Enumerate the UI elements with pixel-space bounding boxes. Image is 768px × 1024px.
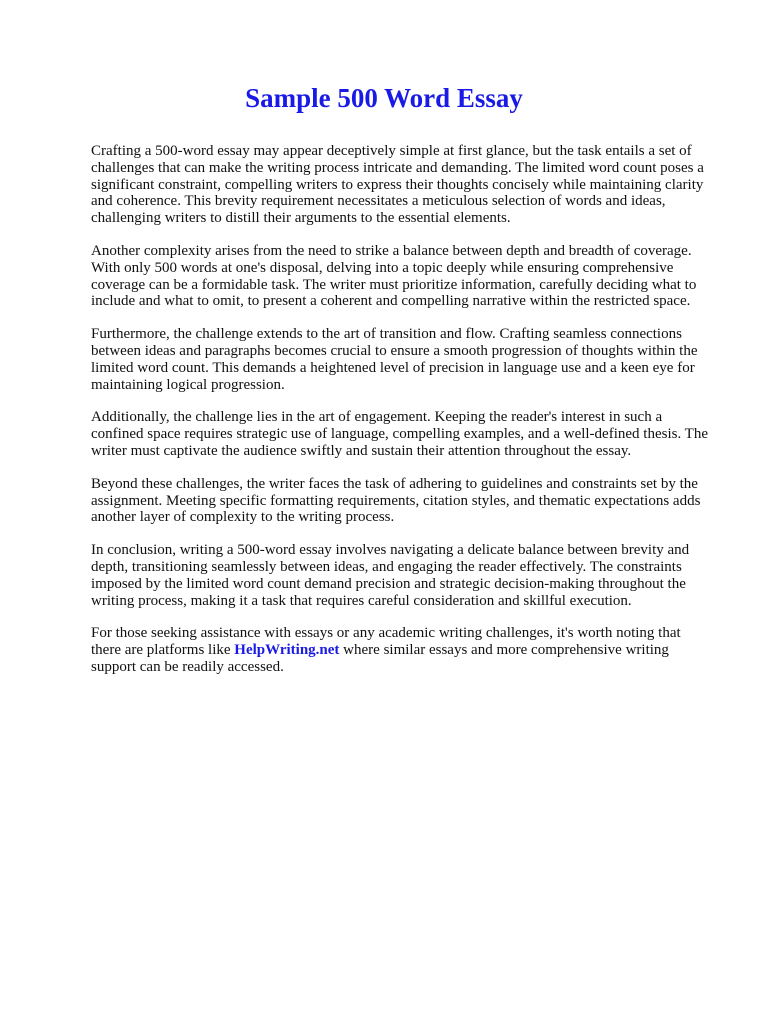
closing-paragraph	[91, 625, 714, 675]
closing-text-before-link: For those seeking assistance with essays or any academic writing challenges, it's worth noting that there are platforms like	[91, 625, 681, 659]
page-title: Sample 500 Word Essay	[245, 83, 523, 113]
paragraph-5: Beyond these challenges, the writer faces the task of adhering to guidelines and constraints set by the assignment. Meeting specific formatting requirements, citation styles, and thematic expectations adds another layer of complexity to the writing process.	[91, 475, 701, 526]
helpwriting-link[interactable]: HelpWriting.net	[234, 642, 340, 659]
paragraph-3: Furthermore, the challenge extends to the art of transition and flow. Crafting seamless connections between ideas and paragraphs becomes crucial to ensure a smooth progression of thoughts within the limited word count. This demands a heightened level of precision in language use and a keen eye for maintaining logical progression.	[91, 326, 698, 393]
paragraph-6: In conclusion, writing a 500-word essay involves navigating a delicate balance between brevity and depth, transitioning seamlessly between ideas, and engaging the reader effectively. The constraints imposed by the limited word count demand precision and strategic decision-making throughout the writing process, making it a task that requires careful consideration and skillful execution.	[91, 542, 690, 609]
paragraph-2: Another complexity arises from the need to strike a balance between depth and breadth of coverage. With only 500 words at one's disposal, delving into a topic deeply while ensuring comprehensive coverage can be a formidable task. The writer must prioritize information, carefully deciding what to include and what to omit, to present a coherent and compelling narrative within the restricted space.	[91, 242, 697, 310]
closing-text-after-link: where similar essays and more comprehensive writing support can be readily accessed.	[91, 642, 669, 675]
paragraph-1: Crafting a 500-word essay may appear deceptively simple at first glance, but the task entails a set of challenges that can make the writing process intricate and demanding. The limited word count poses a significant constraint, compelling writers to express their thoughts concisely while maintaining clarity and coherence. This brevity requirement necessitates a meticulous selection of words and ideas, challenging writers to distill their arguments to the essential elements.	[91, 143, 704, 227]
paragraph-4: Additionally, the challenge lies in the art of engagement. Keeping the reader's interest in such a confined space requires strategic use of language, compelling examples, and a well-defined thesis. The writer must captivate the audience swiftly and sustain their attention throughout the essay.	[91, 409, 708, 459]
